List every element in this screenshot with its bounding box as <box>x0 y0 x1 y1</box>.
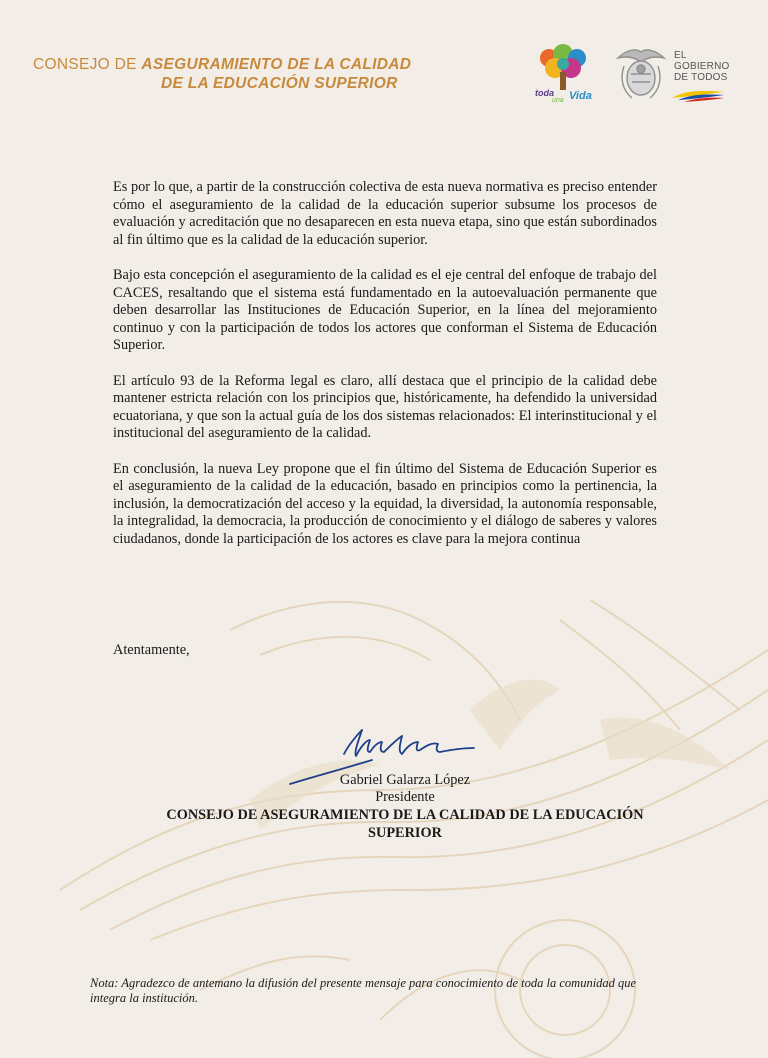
gov-text-line3: DE TODOS <box>674 72 728 83</box>
org-header <box>33 56 411 93</box>
org-prefix: CONSEJO DE <box>33 56 137 73</box>
body-paragraph-3: El artículo 93 de la Reforma legal es claro, allí destaca que el principio de la calidad debe mantener estricta relación con los principios que, históricamente, ha defendido la universidad ecuatoriana, y que son la actual guía de los dos sistemas relacionados: El interinstitucional y el institucional del aseguramiento de la calidad. <box>113 372 657 442</box>
gov-text-line1: EL <box>674 50 687 61</box>
flag-ribbon-icon <box>672 88 724 102</box>
org-title-line2: DE LA EDUCACIÓN SUPERIOR <box>161 75 398 92</box>
gobierno-de-todos-logo <box>674 50 730 83</box>
coat-of-arms-icon <box>612 44 670 102</box>
signer-name: Gabriel Galarza López <box>339 772 471 788</box>
body-paragraph-2: Bajo esta concepción el aseguramiento de la calidad es el eje central del enfoque de trabajo del CACES, resaltando que el sistema está fundamentado en la autoevaluación permanente que deben desarrollar las Instituciones de Educación Superior, en la línea del mejoramiento continuo y con la participación de todos los actores que conforman el Sistema de Educación Superior. <box>113 266 657 354</box>
tree-logo-text-2: una <box>552 97 564 104</box>
footer-note: Nota: Agradezco de antemano la difusión del presente mensaje para conocimiento de toda la comunidad que integra la institución. <box>90 976 637 1005</box>
closing-salutation: Atentamente, <box>113 642 190 658</box>
signer-organization: CONSEJO DE ASEGURAMIENTO DE LA CALIDAD DE LA EDUCACIÓN SUPERIOR <box>166 807 644 841</box>
body-paragraph-1: Es por lo que, a partir de la construcción colectiva de esta nueva normativa es preciso entender cómo el aseguramiento de la calidad de la educación superior subsume los procesos de evaluación y acreditación que no desaparecen en esta nueva etapa, sino que están subordinados al fin último que es la calidad de la educación superior. <box>113 179 657 248</box>
body-paragraph-4: En conclusión, la nueva Ley propone que el fin último del Sistema de Educación Superior es el aseguramiento de la calidad de la educación, basado en principios como la pertinencia, la inclusión, la democratización del acceso y la equidad, la diversidad, la autonomía responsable, la integralidad, la democracia, la producción de conocimiento y el diálogo de saberes y valores ciudadanos, donde la participación de los actores es clave para la mejora continua <box>113 460 657 547</box>
letter-body <box>113 179 657 566</box>
tree-logo-text-1: toda <box>535 88 554 98</box>
signer-role: Presidente <box>375 789 435 805</box>
tree-logo-text-3: Vida <box>569 90 592 102</box>
org-title-line1: ASEGURAMIENTO DE LA CALIDAD <box>141 56 412 73</box>
gov-text-line2: GOBIERNO <box>674 61 730 72</box>
toda-una-vida-tree-logo <box>531 44 595 104</box>
